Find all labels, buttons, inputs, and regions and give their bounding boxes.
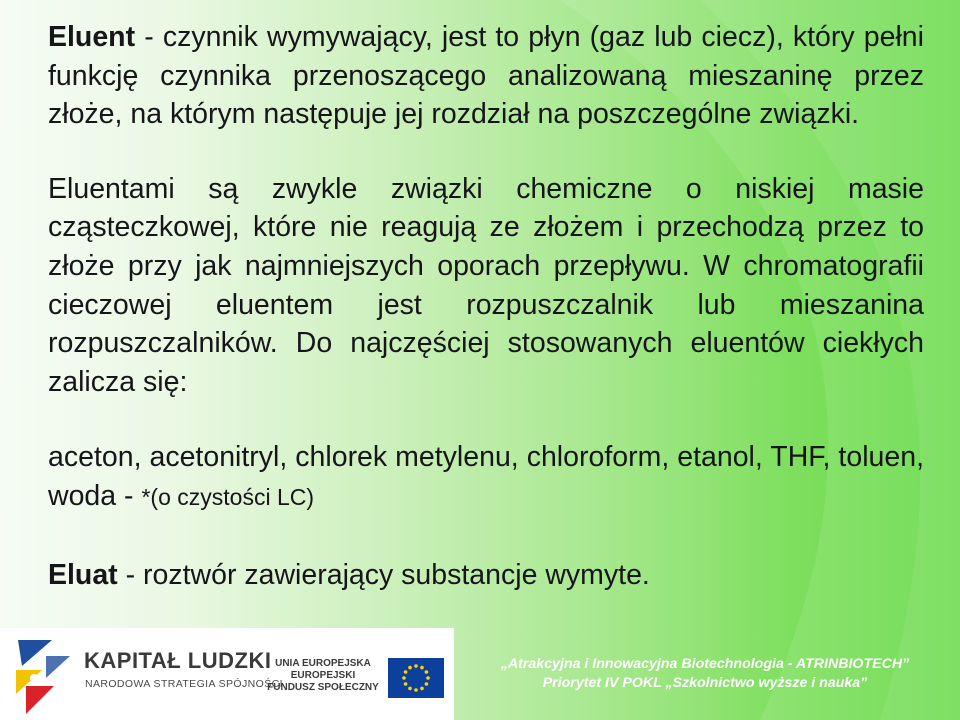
footer-logos [0,628,454,720]
eluat-definition [48,556,924,595]
eu-line: UNIA EUROPEJSKA [275,658,371,669]
eluent-list [48,438,924,516]
project-note [470,655,940,693]
kapital-ludzki-emblem-icon [12,636,74,716]
project-priority: Priorytet IV POKL „Szkolnictwo wyższe i nauka” [542,675,868,691]
eu-line: EUROPEJSKI [290,670,356,681]
eu-fund-text [264,658,382,694]
eu-line: FUNDUSZ SPOŁECZNY [267,682,379,693]
slide-body [48,18,924,594]
eluent-term: Eluent [48,21,136,53]
eluent-list-items: aceton, acetonitryl, chlorek metylenu, chloroform, etanol, THF, toluen, woda - [48,441,924,512]
project-title: „Atrakcyjna i Innowacyjna Biotechnologia - ATRINBIOTECH” [500,656,910,672]
eluent-description: Eluentami są zwykle związki chemiczne o niskiej masie cząsteczkowej, które nie reagują ze złożem i przechodzą przez to złoże przy jak najmniejszych oporach przepływu. W chromatografii cieczowej eluentem jest rozpuszczalnik lub mieszanina rozpuszczalników. Do najczęściej stosowanych eluentów ciekłych zalicza się: [48,172,924,398]
eluat-definition-text: - roztwór zawierający substancje wymyte. [117,558,650,591]
purity-note: *(o czystości LC) [141,483,315,510]
eluat-term: Eluat [48,558,118,591]
kapital-ludzki-subtitle: NARODOWA STRATEGIA SPÓJNOŚCI [85,678,283,690]
eu-flag-icon [388,658,444,698]
kapital-ludzki-title: KAPITAŁ LUDZKI [84,648,272,673]
eluent-definition-text: - czynnik wymywający, jest to płyn (gaz lub ciecz), który pełni funkcję czynnika przenoszącego analizowaną mieszaninę przez złoże, na którym następuje jej rozdział na poszczególne związki. [48,21,924,131]
eluent-definition [48,18,924,134]
